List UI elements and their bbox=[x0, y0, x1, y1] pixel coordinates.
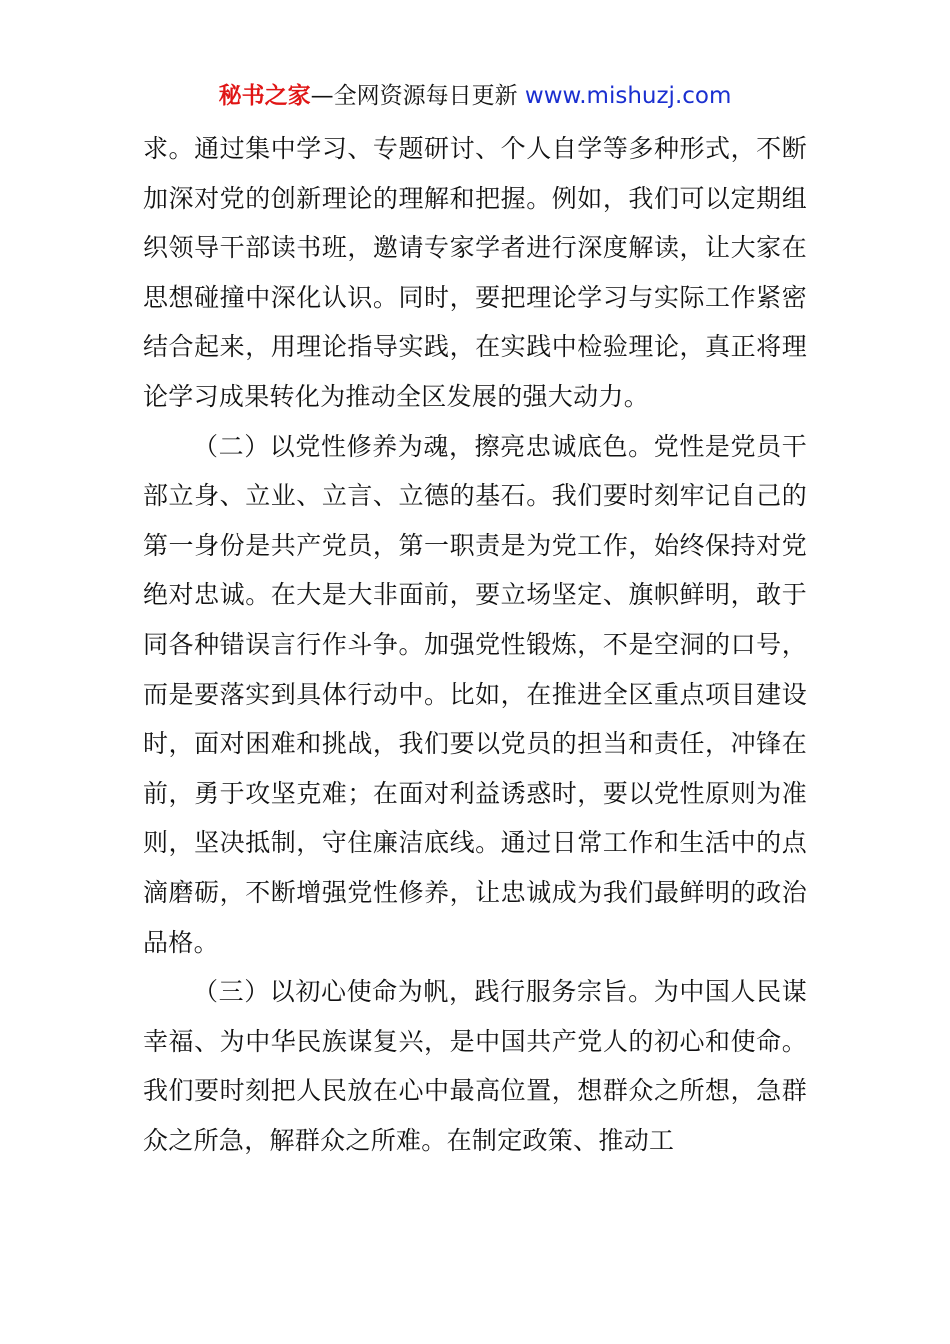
site-tagline: —全网资源每日更新 bbox=[310, 83, 518, 109]
paragraph-section-three: （三）以初心使命为帆，践行服务宗旨。为中国人民谋幸福、为中华民族谋复兴，是中国共产党人的初心和使命。我们要时刻把人民放在心中最高位置，想群众之所想，急群众之所急，解群众之所难。在制定政策、推动工 bbox=[143, 977, 807, 1155]
site-brand: 秘书之家 bbox=[218, 83, 311, 109]
paragraph-continuation: 求。通过集中学习、专题研讨、个人自学等多种形式，不断加深对党的创新理论的理解和把握。例如，我们可以定期组织领导干部读书班，邀请专家学者进行深度解读，让大家在思想碰撞中深化认识。同时，要把理论学习与实际工作紧密结合起来，用理论指导实践，在实践中检验理论，真正将理论学习成果转化为推动全区发展的强大动力。 bbox=[143, 134, 807, 411]
site-url[interactable]: www.mishuzj.com bbox=[524, 83, 732, 109]
paragraph-section-two: （二）以党性修养为魂，擦亮忠诚底色。党性是党员干部立身、立业、立言、立德的基石。我们要时刻牢记自己的第一身份是共产党员，第一职责是为党工作，始终保持对党绝对忠诚。在大是大非面前，要立场坚定、旗帜鲜明，敢于同各种错误言行作斗争。加强党性锻炼，不是空洞的口号，而是要落实到具体行动中。比如，在推进全区重点项目建设时，面对困难和挑战，我们要以党员的担当和责任，冲锋在前，勇于攻坚克难；在面对利益诱惑时，要以党性原则为准则，坚决抵制，守住廉洁底线。通过日常工作和生活中的点滴磨砺，不断增强党性修养，让忠诚成为我们最鲜明的政治品格。 bbox=[143, 431, 807, 957]
document-body bbox=[143, 124, 807, 1165]
page-header bbox=[0, 80, 950, 112]
